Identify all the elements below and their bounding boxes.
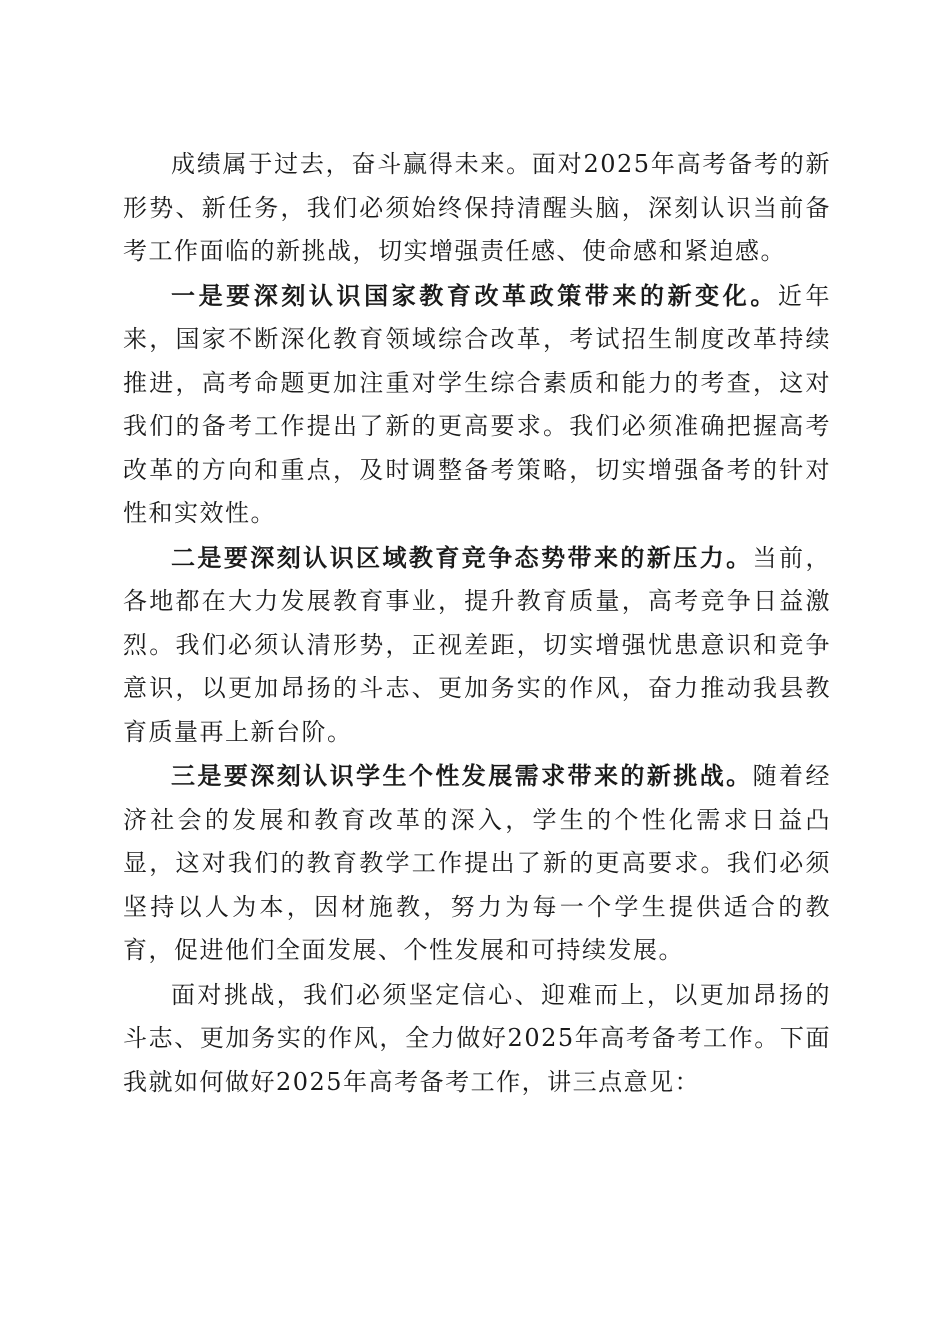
paragraph-conclusion (123, 973, 831, 1105)
paragraph-lead: 二是要深刻认识区域教育竞争态势带来的新压力。 (171, 542, 753, 572)
paragraph-text: 面对挑战，我们必须坚定信心、迎难而上，以更加昂扬的斗志、更加务实的作风，全力做好2025年高考备考工作。下面我就如何做好2025年高考备考工作，讲三点意见： (123, 980, 831, 1096)
paragraph-text: 近年来，国家不断深化教育领域综合改革，考试招生制度改革持续推进，高考命题更加注重对学生综合素质和能力的考查，这对我们的备考工作提出了新的更高要求。我们必须准确把握高考改革的方向和重点，及时调整备考策略，切实增强备考的针对性和实效性。 (123, 281, 832, 527)
paragraph-intro (123, 142, 831, 274)
paragraph-point-one (123, 274, 831, 536)
paragraph-point-three (123, 754, 831, 973)
paragraph-lead: 三是要深刻认识学生个性发展需求带来的新挑战。 (171, 761, 753, 790)
paragraph-text: 当前，各地都在大力发展教育事业，提升教育质量，高考竞争日益激烈。我们必须认清形势，正视差距，切实增强忧患意识和竞争意识，以更加昂扬的斗志、更加务实的作风，奋力推动我县教育质量再上新台阶。 (123, 543, 831, 746)
paragraph-lead: 一是要深刻认识国家教育改革政策带来的新变化。 (171, 280, 778, 310)
document-body (123, 142, 831, 1104)
paragraph-text: 随着经济社会的发展和教育改革的深入，学生的个性化需求日益凸显，这对我们的教育教学工作提出了新的更高要求。我们必须坚持以人为本，因材施教，努力为每一个学生提供适合的教育，促进他们全面发展、个性发展和可持续发展。 (123, 762, 831, 964)
paragraph-point-two (123, 536, 831, 755)
paragraph-text: 成绩属于过去，奋斗赢得未来。面对2025年高考备考的新形势、新任务，我们必须始终保持清醒头脑，深刻认识当前备考工作面临的新挑战，切实增强责任感、使命感和紧迫感。 (123, 150, 831, 265)
